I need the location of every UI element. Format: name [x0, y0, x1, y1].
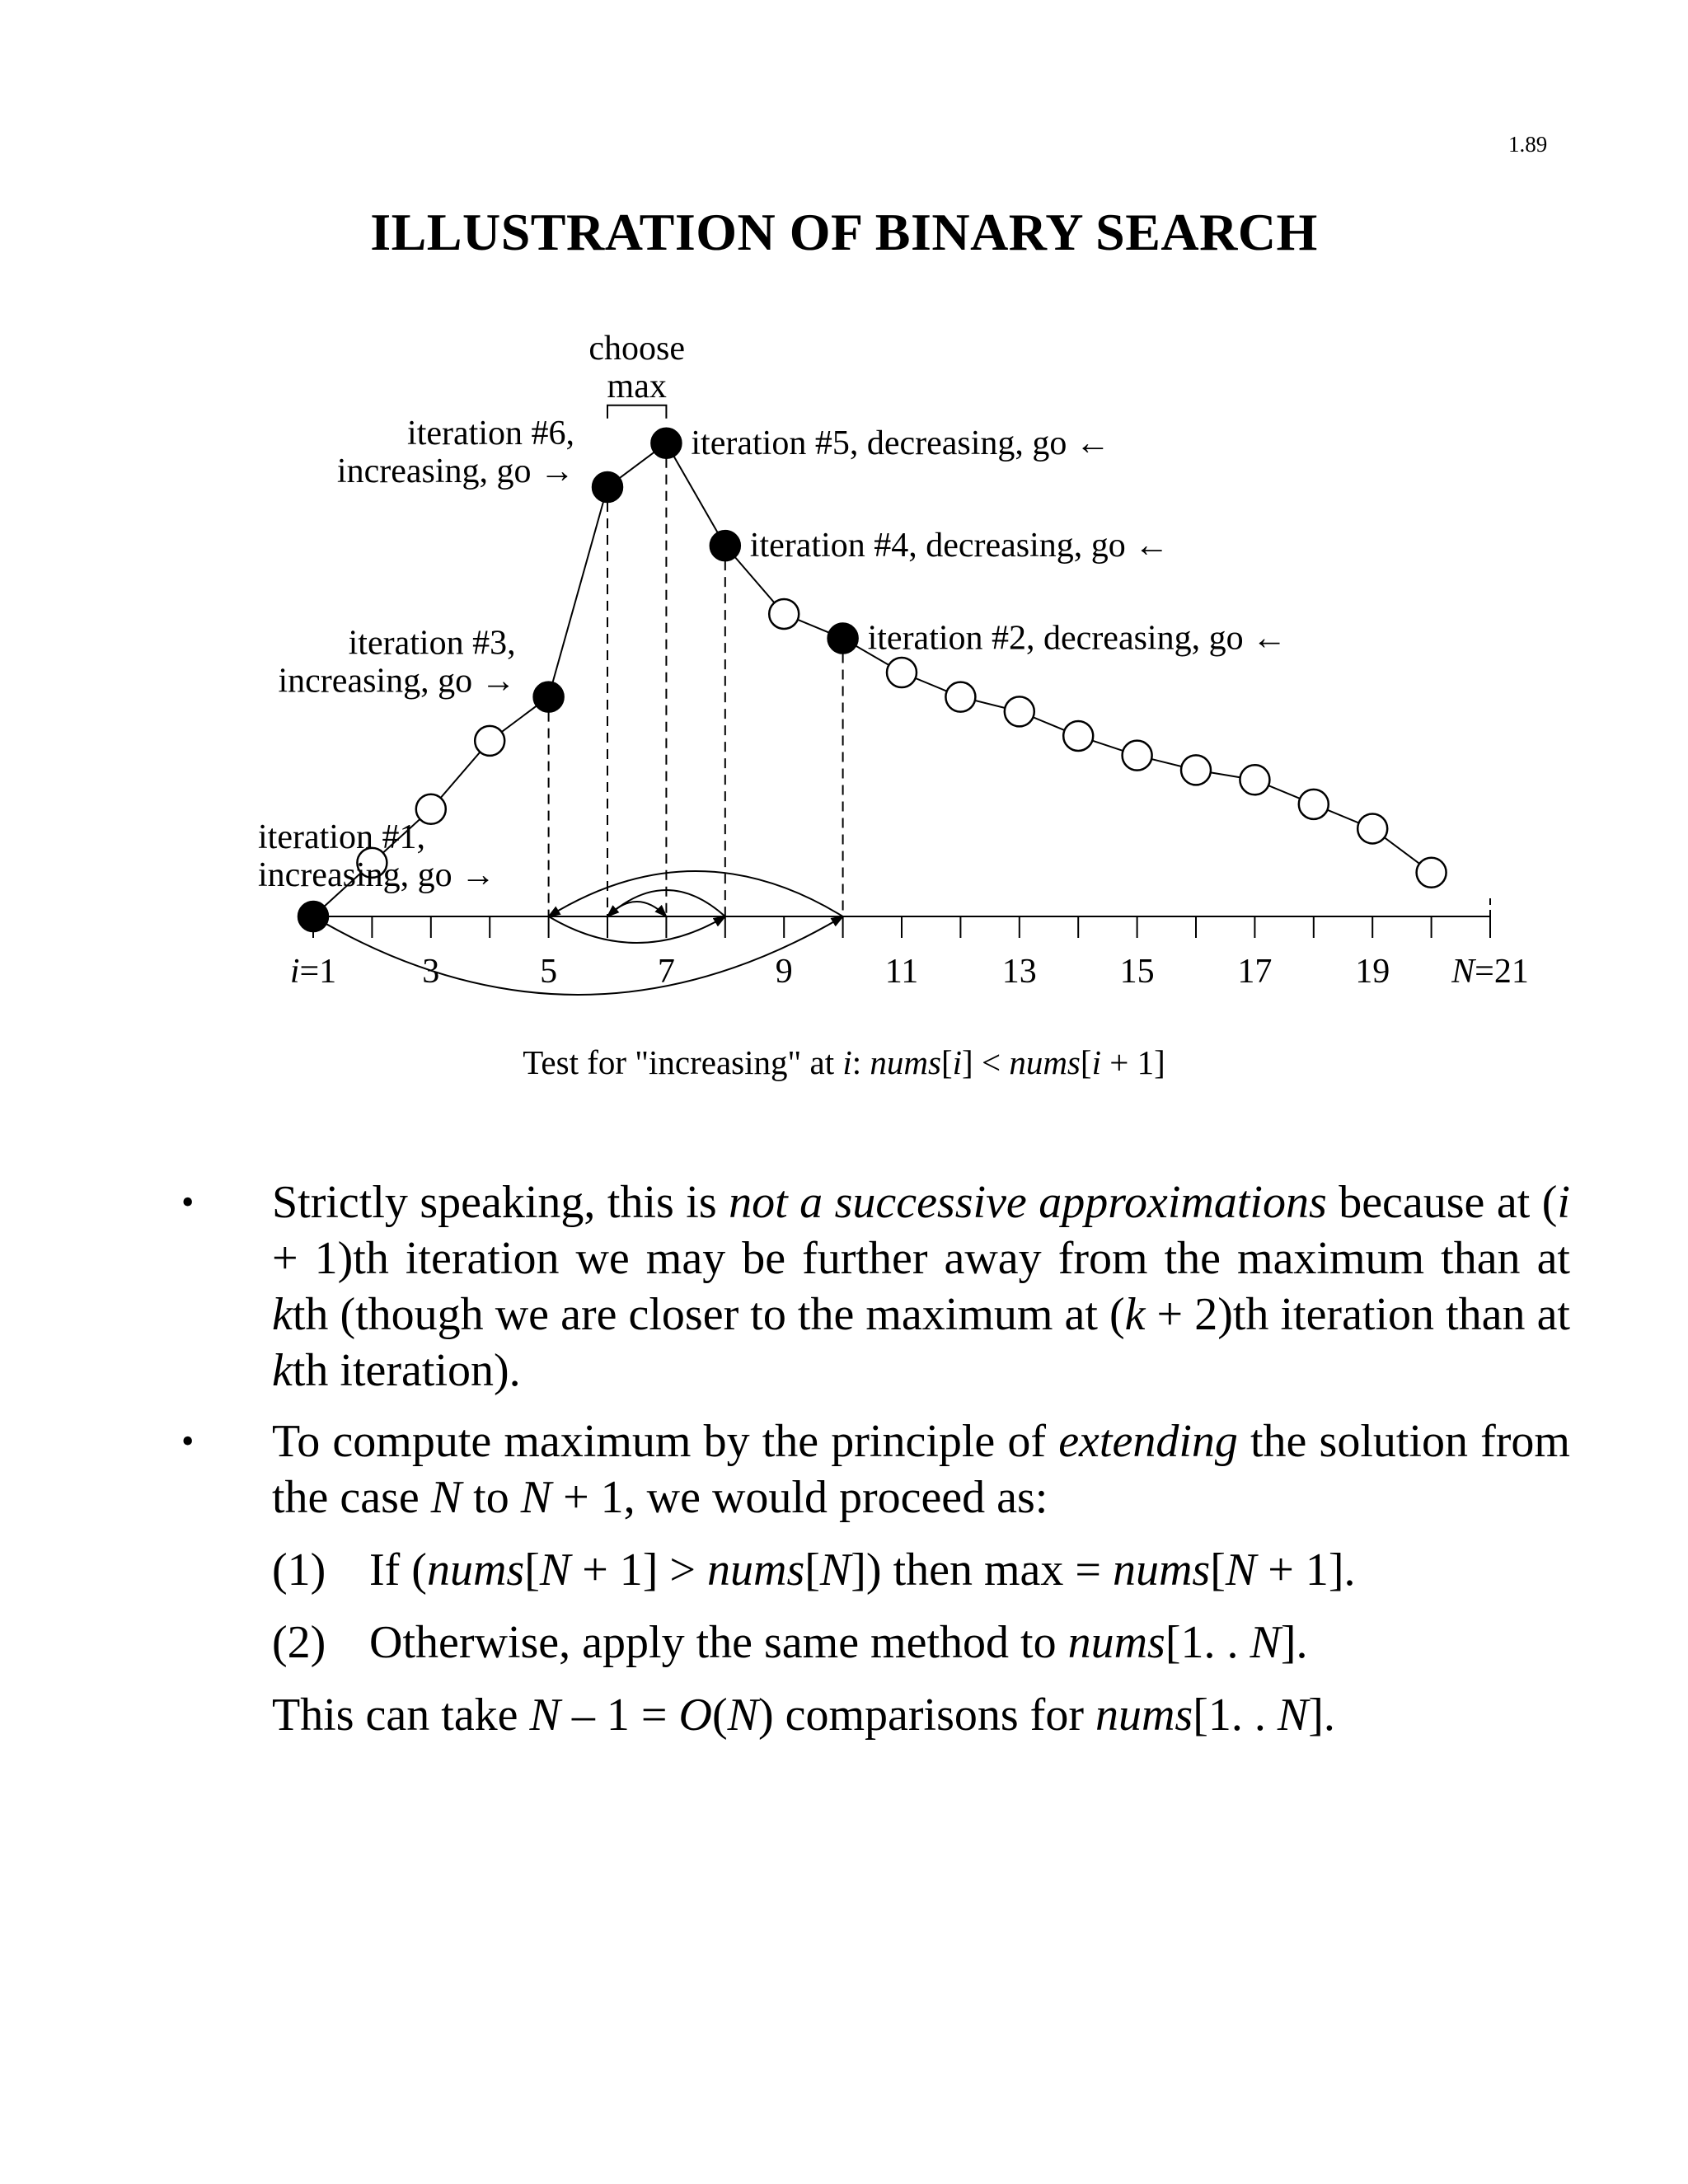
probed-point: [828, 624, 858, 654]
x-tick-label: 9: [775, 953, 793, 991]
x-tick-label: N=21: [1451, 953, 1529, 991]
jump-arc: [549, 916, 725, 943]
probed-point: [298, 902, 328, 931]
unprobed-point: [1299, 790, 1329, 819]
bullet-list: [181, 1174, 1570, 1758]
x-tick-label: 13: [1001, 953, 1037, 991]
unprobed-point: [945, 682, 975, 712]
step-2: (2) Otherwise, apply the same method to nums[1. . N].: [272, 1617, 1308, 1668]
unprobed-point: [887, 658, 917, 687]
figure-caption: Test for "increasing" at i: nums[i] < nums[i + 1]: [523, 1043, 1165, 1081]
unprobed-point: [1417, 858, 1447, 888]
probed-point: [710, 531, 740, 560]
unprobed-point: [1123, 741, 1152, 771]
choose-label: choose: [588, 329, 686, 368]
jump-arc: [607, 902, 666, 916]
iteration-label: iteration #3,: [348, 624, 516, 663]
iteration-label: iteration #1,: [258, 818, 425, 856]
probed-point: [593, 472, 622, 502]
complexity-summary: This can take N – 1 = O(N) comparisons for nums[1. . N].: [272, 1690, 1335, 1741]
unprobed-point: [1357, 813, 1387, 843]
unprobed-point: [769, 599, 799, 629]
bullet-dot: •: [181, 1182, 195, 1222]
unprobed-point: [475, 726, 504, 756]
x-tick-label: 7: [657, 953, 675, 991]
bullet-extending-principle: [181, 1413, 1570, 1743]
bullet-text: To compute maximum by the principle of extending the solution from the case N to N + 1, we would proceed as:: [272, 1416, 1570, 1523]
jump-arc: [549, 871, 843, 916]
choose-max-bracket: [607, 405, 666, 419]
jump-arc: [313, 916, 843, 995]
iteration-label: iteration #2, decreasing, go ←: [867, 619, 1287, 658]
iteration-label: increasing, go →: [336, 452, 574, 491]
bullet-dot: •: [181, 1421, 195, 1461]
x-tick-label: 19: [1355, 953, 1390, 991]
x-tick-label: 11: [884, 953, 919, 991]
max-label: max: [607, 367, 667, 405]
unprobed-point: [1240, 765, 1269, 794]
iteration-label: iteration #4, decreasing, go ←: [749, 527, 1170, 565]
page-number: 1.89: [1508, 132, 1548, 157]
step-1: (1) If (nums[N + 1] > nums[N]) then max = nums[N + 1].: [272, 1544, 1356, 1596]
bullet-text: Strictly speaking, this is not a successive approximations because at (i + 1)th iteration we may be further away from the maximum than at kth (though we are closer to the maximum at (k + 2)th iteration than at kth iteration).: [272, 1177, 1570, 1396]
iteration-label: increasing, go →: [258, 856, 496, 894]
iteration-label: increasing, go →: [278, 662, 516, 701]
x-axis: [290, 895, 1529, 991]
x-tick-label: i=1: [289, 953, 337, 991]
unprobed-point: [1181, 755, 1211, 785]
x-tick-label: 5: [540, 953, 558, 991]
page-title: ILLUSTRATION OF BINARY SEARCH: [370, 203, 1318, 261]
unprobed-point: [1005, 696, 1034, 726]
unprobed-point: [1063, 721, 1093, 751]
probed-point: [651, 429, 681, 458]
x-tick-label: 3: [422, 953, 440, 991]
bullet-successive-approximation: [181, 1174, 1570, 1399]
iteration-label: iteration #6,: [407, 415, 574, 453]
x-tick-label: 15: [1119, 953, 1155, 991]
iteration-label: iteration #5, decreasing, go ←: [691, 424, 1110, 462]
probed-point: [534, 682, 564, 712]
x-tick-label: 17: [1237, 953, 1273, 991]
